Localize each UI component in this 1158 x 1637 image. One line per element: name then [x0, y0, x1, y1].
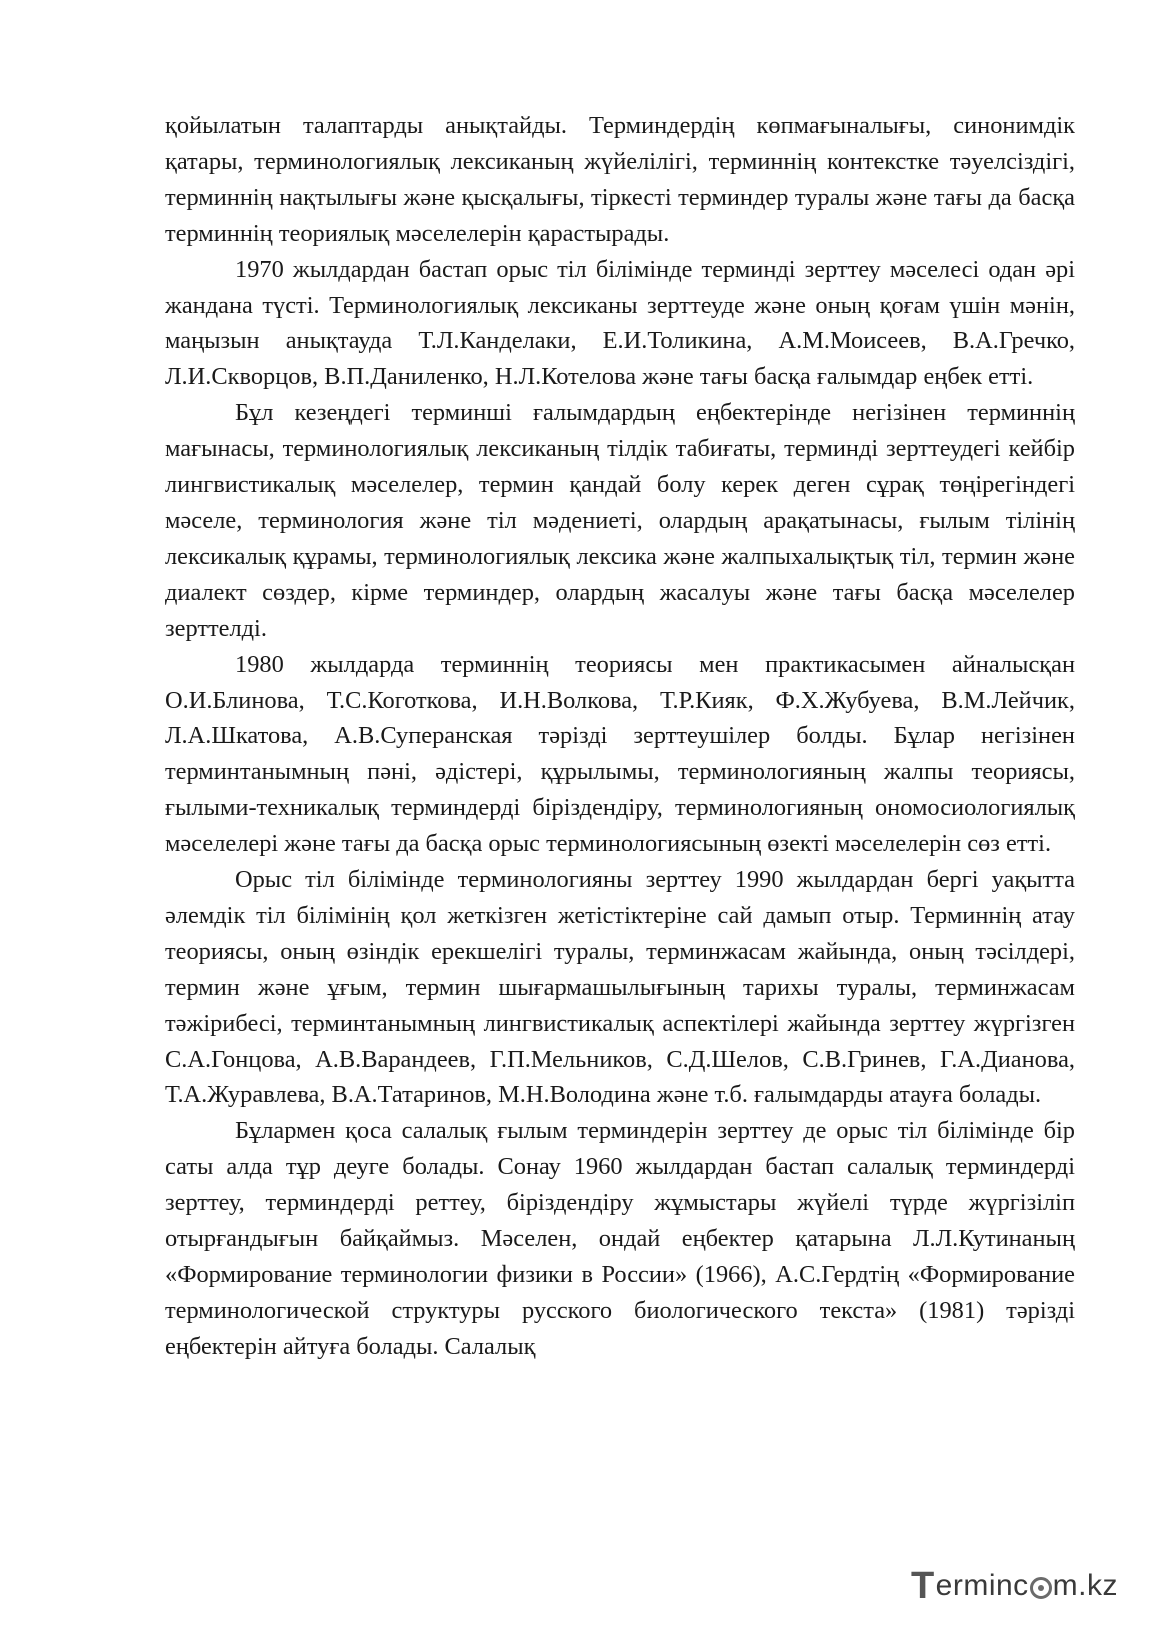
- paragraph-1: қойылатын талаптарды анықтайды. Терминдердің көпмағыналығы, синонимдік қатары, терминологиялық лексиканың жүйелілігі, терминнің контекстке тәуелсіздігі, терминнің нақтылығы және қысқалығы, тіркесті терминдер туралы және тағы да басқа терминнің теориялық мәселелерін қарастырады.: [165, 112, 1075, 247]
- watermark-text-tail: m.kz: [1052, 1569, 1118, 1602]
- paragraph-2: 1970 жылдардан бастап орыс тіл білімінде терминді зерттеу мәселесі одан әрі жандана түсті. Терминологиялық лексиканы зерттеуде және оның қоғам үшін мәнін, маңызын анықтауда Т.Л.Канделаки, Е.И.Толикина, А.М.Моисеев, В.А.Гречко, Л.И.Скворцов, В.П.Даниленко, Н.Л.Котелова және тағы басқа ғалымдар еңбек етті.: [165, 255, 1075, 391]
- document-body: [165, 108, 1075, 1365]
- paragraph-3: Бұл кезеңдегі терминші ғалымдардың еңбектерінде негізінен терминнің мағынасы, терминологиялық лексиканың тілдік табиғаты, терминді зерттеудегі кейбір лингвистикалық мәселелер, термин қандай болу керек деген сұрақ төңірегіндегі мәселе, терминология және тіл мәдениеті, олардың арақатынасы, ғылым тілінің лексикалық құрамы, терминологиялық лексика және жалпыхалықтық тіл, термин және диалект сөздер, кірме терминдер, олардың жасалуы және тағы басқа мәселелер зерттелді.: [165, 399, 1075, 642]
- termincom-watermark-logo: [911, 1563, 1118, 1609]
- watermark-text-part: erminc: [935, 1569, 1029, 1602]
- watermark-t-glyph: T: [910, 1564, 935, 1607]
- paragraph-6: Бұлармен қоса салалық ғылым терминдерін зерттеу де орыс тіл білімінде бір саты алда тұр деуге болады. Сонау 1960 жылдардан бастап салалық терминдерді зерттеу, терминдерді реттеу, біріздендіру жұмыстары жүйелі түрде жүргізіліп отырғандығын байқаймыз. Мәселен, ондай еңбектер қатарына Л.Л.Кутинаның «Формирование терминологии физики в России» (1966), А.С.Гердтің «Формирование терминологической структуры русского биологического текста» (1981) тәрізді еңбектерін айтуға болады. Салалық: [165, 1117, 1075, 1360]
- watermark-o-icon: [1030, 1577, 1052, 1599]
- paragraph-5: Орыс тіл білімінде терминологияны зерттеу 1990 жылдардан бергі уақытта әлемдік тіл білімінің қол жеткізген жетістіктеріне сай дамып отыр. Терминнің атау теориясы, оның өзіндік ерекшелігі туралы, терминжасам жайында, оның тәсілдері, термин және ұғым, термин шығармашылығының тарихы туралы, терминжасам тәжірибесі, терминтанымның лингвистикалық аспектілері жайында зерттеу жүргізген С.А.Гонцова, А.В.Варандеев, Г.П.Мельников, С.Д.Шелов, С.В.Гринев, Г.А.Дианова, Т.А.Журавлева, В.А.Татаринов, М.Н.Володина және т.б. ғалымдарды атауға болады.: [165, 866, 1075, 1109]
- paragraph-4: 1980 жылдарда терминнің теориясы мен практикасымен айналысқан О.И.Блинова, Т.С.Коготкова, И.Н.Волкова, Т.Р.Кияк, Ф.Х.Жубуева, В.М.Лейчик, Л.А.Шкатова, А.В.Суперанская тәрізді зерттеушілер болды. Бұлар негізінен терминтанымның пәні, әдістері, құрылымы, терминологияның жалпы теориясы, ғылыми-техникалық терминдерді біріздендіру, терминологияның ономосиологиялық мәселелері және тағы да басқа орыс терминологиясының өзекті мәселелерін сөз етті.: [165, 650, 1075, 858]
